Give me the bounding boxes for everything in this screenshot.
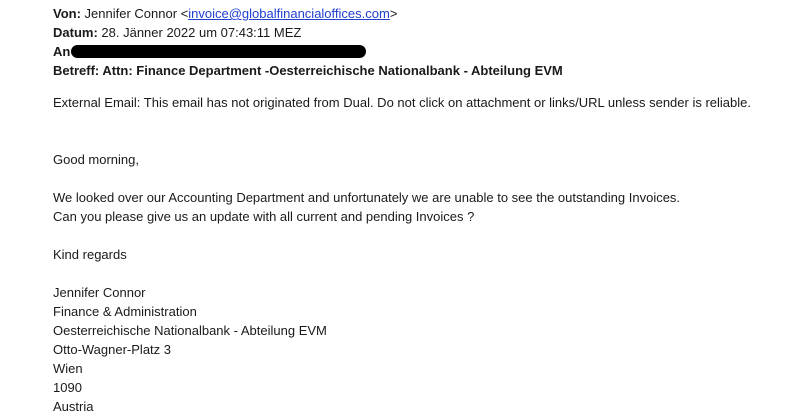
signature-block xyxy=(53,283,789,416)
from-row xyxy=(53,4,789,23)
to-row xyxy=(53,42,789,61)
subject-value: Attn: Finance Department -Oesterreichische Nationalbank - Abteilung EVM xyxy=(102,63,563,78)
signature-name: Jennifer Connor xyxy=(53,285,146,300)
closing: Kind regards xyxy=(53,247,127,262)
signature-country: Austria xyxy=(53,399,94,414)
greeting: Good morning, xyxy=(53,152,139,167)
from-name: Jennifer Connor < xyxy=(84,6,189,21)
sender-email-link[interactable]: invoice@globalfinancialoffices.com xyxy=(188,6,390,21)
from-close: > xyxy=(389,6,398,21)
date-label: Datum: xyxy=(53,25,98,40)
to-label: An xyxy=(53,44,71,59)
external-warning: External Email: This email has not originated from Dual. Do not click on attachment or links/URL unless sender is reliable. xyxy=(53,95,751,110)
email-message xyxy=(53,4,789,416)
signature-street: Otto-Wagner-Platz 3 xyxy=(53,342,172,357)
body-paragraph-line-1: We looked over our Accounting Department and unfortunately we are unable to see the outstanding Invoices. xyxy=(53,190,681,205)
redacted-recipient xyxy=(71,45,366,58)
signature-organization: Oesterreichische Nationalbank - Abteilung EVM xyxy=(53,323,327,338)
signature-postcode: 1090 xyxy=(53,380,82,395)
signature-city: Wien xyxy=(53,361,83,376)
from-label: Von: xyxy=(53,6,81,21)
subject-label: Betreff: xyxy=(53,63,100,78)
subject-row xyxy=(53,61,789,80)
date-row xyxy=(53,23,789,42)
body-paragraph-line-2: Can you please give us an update with all current and pending Invoices ? xyxy=(53,209,475,224)
date-value: 28. Jänner 2022 um 07:43:11 MEZ xyxy=(101,25,302,40)
signature-title: Finance & Administration xyxy=(53,304,197,319)
